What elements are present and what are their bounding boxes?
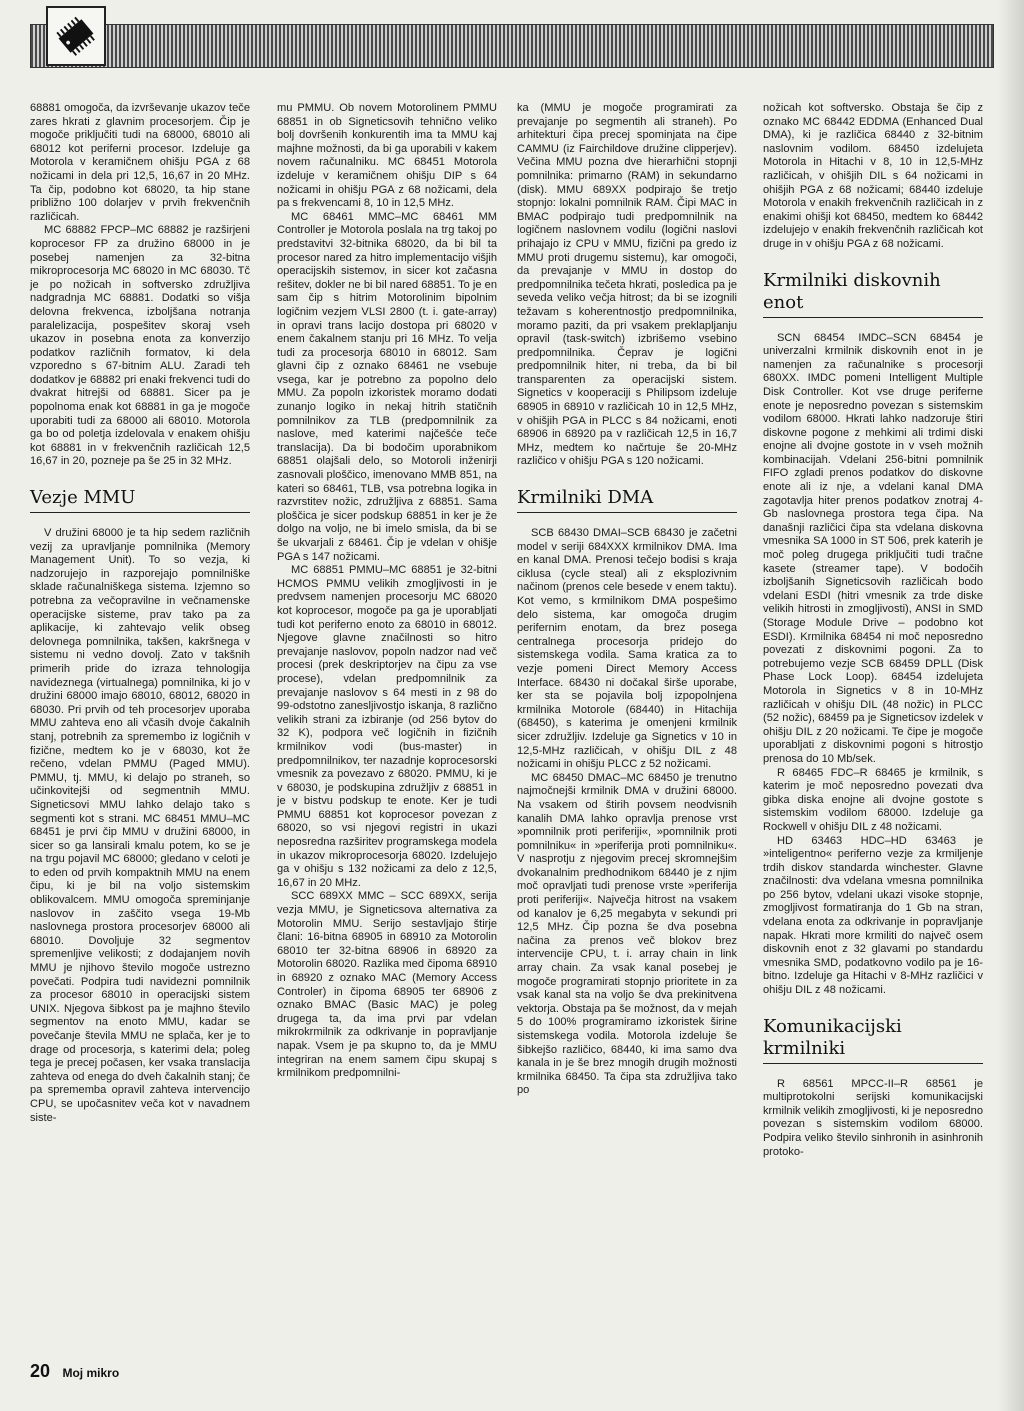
column-4	[763, 102, 983, 1159]
paragraph: nožicah kot softversko. Obstaja še čip z oznako MC 68442 EDDMA (Enhanced Dual DMA), ki je različica 68440 z 32-bitnim naslovnim vodilom. 68450 izdelujeta Motorola in Hitachi v 8, 10 in 12,5-MHz različicah, v ohišjih DIL s 64 nožicami in ohišjih PGA z 68 nožicami; 68440 izdeluje Motorola v enakih frekvenčnih različicah in z enakimi ohišji kot 68450, medtem ko 68442 izdelujejo v enakih frekvenčnih različicah kot druge in v ohišju PGA z 68 nožicami.	[763, 102, 983, 250]
paragraph: MC 68882 FPCP–MC 68882 je razširjeni koprocesor FP za družino 68000 in je posebej namenjen za 32-bitna mikroprocesorja MC 68020 in MC 68030. Tč je po nožicah in softversko združljiva nadgradnja MC 68881. Dodatki so višja delovna frekvenca, izboljšana notranja paralelizacija, pospešitev skoraj vseh ukazov in posebna enota za konverzijo podatkov različnih formatov, ki dela vzporedno s 67-bitnim ALU. Zaradi teh dodatkov je 68882 pri enaki frekvenci tudi do dvakrat hitrejši od 68881. Sicer pa je popolnoma enak kot 68881 in ga je mogoče uporabiti tudi za 68000 ali 68010. Motorola ga bo od poletja izdelovala v enakem ohišju kot 68881 in v frekvenčnih različicah 12,5 16,67 in 20, pozneje pa še 25 in 32 MHz.	[30, 224, 250, 468]
section-heading-communication-controllers: Komunikacijski krmilniki	[763, 1016, 983, 1064]
page-footer	[30, 1361, 119, 1382]
paragraph: 68881 omogoča, da izvrševanje ukazov teče zares hkrati z glavnim procesorjem. Čip je mogoče priključiti tudi na 68000, 68010 ali 68012 kot periferni procesor. Izdeluje ga Motorola v keramičnem ohišju PGA z 68 nožicami in dela pri 12,5, 16,67 in 20 MHz. Ta čip, podobno kot 68020, ta hip stane približno 100 dolarjev v prvih frekvenčnih različicah.	[30, 102, 250, 223]
section-heading-dma: Krmilniki DMA	[517, 487, 737, 513]
paragraph: MC 68450 DMAC–MC 68450 je trenutno najmočnejši krmilnik DMA v družini 68000. Na vsakem od štirih povsem neodvisnih kanalih DMA lahko opravlja prenose vrst »pomnilnik proti periferiji«, »pomnilnik proti pomnilniku« in »periferija proti pomnilniku«. V nasprotju z njegovim precej skromnejšim dvokanalnim predhodnikom 68440 je z njim moč opravljati tudi prenose vrste »periferija proti periferiji«. Največja hitrost na vsakem od kanalov je 6,25 megabyta v sekundi pri 12,5 MHz. Čip pozna še dva posebna načina za prenos več blokov brez intervencije CPU, t. i. array chain in link array chain. Za vsak kanal posebej je mogoče programirati stopnjo prioritete in za vsak kanal sta na voljo še dva prekinitvena vektorja. Obstaja pa še možnost, da v mejah 5 do 100% programiramo izkoristek širine sistemskega vodila. Motorola izdeluje še šibkejšo različico, 68440, ki ima samo dva kanala in je še brez mnogih drugih možnosti krmilnika 68450. Ta čipa sta združljiva tako po	[517, 771, 737, 1097]
section-header-band	[30, 24, 994, 68]
section-heading-disk-controllers: Krmilniki diskovnih enot	[763, 270, 983, 318]
paragraph: V družini 68000 je ta hip sedem različnih vezij za upravljanje pomnilnika (Memory Management Unit). To so vezja, ki nadzorujejo in razporejajo pomnilniške sklade računalniškega sistema. Izjemno so potrebna za večopravilne in večnamenske operacijske sisteme, prav tako pa za aplikacije, ki zahtevajo velik obseg delovnega pomnilnika, takšen, kakršnega v sistemu ni vedno dovolj. Zato v takšnih primerih pride do izraza tehnologija navideznega (virtualnega) pomnilnika, ki jo v družini 68000 imajo 68010, 68012, 68020 in 68030. Pri prvih od teh procesorjev uporaba MMU zahteva eno ali včasih dvoje čakalnih stanj, potrebnih za spremembo iz logičnih v fizične, medtem ko je v 68030, kot že rečeno, vdelan PMMU (Paged MMU). PMMU, tj. MMU, ki delajo po straneh, so učinkovitejši od segmentnih MMU. Signeticsovi MMU lahko delajo tako s segmenti kot s strani. MC 68451 MMU–MC 68451 je prvi čip MMU v družini 68000, in sicer so ga lansirali kmalu potem, ko se je na trgu pojavil MC 68000; gledano v celoti je to eden od prvih kompaktnih MMU na enem čipu, ki je bil na voljo sistemskim oblikovalcem. MMU omogoča spreminjanje naslovov in zaščito vsega 19-Mb naslovnega prostora procesorjev 68000 ali 68010. Dovoljuje 32 segmentov spremenljive velikosti; z dodajanjem novih MMU je njihovo število mogoče ustrezno povečati. Podpira tudi navidezni pomnilnik za procesor 68010 in operacijski sistem UNIX. Njegova šibkost pa je majhno število segmentov na enoto MMU, kadar se povečanje števila MMU ne splača, ker je to drage od procesorja, s katerimi dela; poleg tega je precej počasen, ker vsaka translacija zahteva od enega do dveh čakalnih stanj; če pa sprememba opravil zahteva intervencijo CPU, se upočasnitev veča kot v navadnem siste-	[30, 527, 250, 1124]
paragraph: MC 68851 PMMU–MC 68851 je 32-bitni HCMOS PMMU velikih zmogljivosti in je predvsem namenjen procesorju MC 68020 kot koprocesor, mogoče pa ga je uporabljati tudi kot periferno enoto za 68010 in 68012. Njegove glavne značilnosti so hitro prevajanje naslovov, popoln nadzor nad več procesi (prek deskriptorjev na čipu za vse procese), vdelan predpomnilnik za prevajanje naslovov s 64 mesti in z 98 do 99-odstotno zanesljivostjo iskanja, 8 različno velikih strani za izbiranje (od 256 bytov do 32 K), podpora več logičnih in fizičnih krmilnikov vodi (bus-master) in predpomnilnikov, ter nazadnje koprocesorski vmesnik za povezavo z 68020. PMMU, ki je v 68030, je podskupina združljiv z 68851 in je v bistvu podskup te enote. Ker je tudi PMMU 68851 kot koprocesor povezan z 68020, so vsi njegovi registri in ukazi neposredna razširitev programskega modela in ukazov mikroprocesorja 68020. Izdelujejo ga v ohišju s 132 nožicami za delo z 12,5, 16,67 in 20 MHz.	[277, 564, 497, 889]
paragraph: SCN 68454 IMDC–SCN 68454 je univerzalni krmilnik diskovnih enot in je namenjen za računalnike s procesorji 680XX. IMDC pomeni Intelligent Multiple Disk Controller. Kot vse druge periferne enote je neposredno povezan s sistemskim vodilom 68000. Hkrati lahko nadzoruje štiri diskovne pogone z mehkimi ali trdimi diski enojne ali dvojne gostote in v vseh možnih kombinacijah. Vdelani 256-bitni pomnilnik FIFO zgladi prenos podatkov do diskovne enote ali iz nje, a vdelani kanal DMA zagotavlja hiter prenos podatkov znotraj 4-Gb naslovnega prostora tega čipa. Na današnji različici čipa sta vdelana diskovna vmesnika SA 1000 in ST 506, prek katerih je moč poleg drugega priključiti tudi tračne kasete (streamer tape). V bodočih izboljšanih Signeticsovih različicah bodo vdelani ESDI (hitri vmesnik za trde diske velikih hitrosti in zmogljivosti), ANSI in SMD (Storage Module Drive – podobno kot ESDI). Krmilnika 68454 ni moč neposredno povezati z diskovnimi pogoni. Za to potrebujemo vezje SCB 68459 DPLL (Disk Phase Lock Loop). 68454 izdelujeta Motorola in Signetics v 8 in 10-MHz različicah v ohišju DIL (48 nožic) in PLCC (52 nožic), 68459 pa je Signeticsov izdelek v ohišju DIL z 20 nožicami. Te čipe je mogoče uporabljati z diskovnimi pogoni s hitrostjo prenosa do 10 Mb/sek.	[763, 331, 983, 765]
page-edge-shadow	[998, 0, 1024, 1411]
paragraph: ka (MMU je mogoče programirati za prevajanje po segmentih ali straneh). Po arhitekturi čipa precej spominjata na čipe CAMMU (iz Fairchildove družine clipperjev). Večina MMU pozna dve hierarhični stopnji pomnilnika: primarno (RAM) in sekundarno (disk). MMU 689XX podpirajo še tretjo stopnjo: lokalni pomnilnik RAM. Čipi MAC in BMAC podpirajo tudi predpomnilnik na logičnem naslovnem vodilu (logični naslovi prihajajo iz CPU v MMU, fizični pa gredo iz MMU proti drugemu sistemu), kar omogoči, da prevajanje v MMU in dostop do predpomnilnika tečeta hkrati, posledica pa je seveda veliko večja hitrost; da bi se izognili težavam s koherentnostjo predpomnilnika, moramo paziti, da pri vsakem preklapljanju opravil (task-switch) izbrišemo vsebino predpomnilnika. Čeprav je logični predpomnilnik hiter, ni treba, da bi bil transparenten za operacijski sistem. Signetics v kooperaciji s Philipsom izdeluje 68905 in 68910 v različicah 10 in 12,5 MHz, v ohišjih PGA in PLCC s 84 nožicami, enoti 68906 in 68920 pa v različicah 12,5 in 16,7 MHz, medtem ko načrtuje še 20-MHz različico v ohišju PGA s 120 nožicami.	[517, 102, 737, 468]
paragraph: SCC 689XX MMC – SCC 689XX, serija vezja MMU, je Signeticsova alternativa za Motorolin MMU. Serijo sestavljajo štirje člani: 16-bitna 68905 in 68910 za Motorolin 68010 ter 32-bitna 68906 in 68920 za Motorolin 68020. Razlika med čipoma 68910 in 68920 z oznako MAC (Memory Access Controler) in čipoma 68905 ter 68906 z oznako BMAC (Basic MAC) je poleg drugega ta, da ima prvi par vdelan mikrokrmilnik za odkrivanje in popravljanje napak. Vsem je pa skupno to, da je MMU integriran na enem samem čipu skupaj s krmilnikom predpomnilni-	[277, 890, 497, 1080]
column-1	[30, 102, 250, 1125]
paragraph: R 68465 FDC–R 68465 je krmilnik, s katerim je moč neposredno povezati dva gibka diska enojne ali dvojne gostote s sistemskim vodilom 68000. Izdeluje ga Rockwell v ohišju DIL z 48 nožicami.	[763, 766, 983, 833]
magazine-name: Moj mikro	[62, 1366, 120, 1380]
section-heading-mmu: Vezje MMU	[30, 487, 250, 513]
column-3	[517, 102, 737, 1098]
page-number: 20	[30, 1361, 51, 1381]
column-2	[277, 102, 497, 1081]
paragraph: R 68561 MPCC-II–R 68561 je multiprotokolni serijski komunikacijski krmilnik velikih zmogljivosti, ki je neposredno povezan s sistemskim vodilom 68000. Podpira veliko število sinhronih in asinhronih protoko-	[763, 1077, 983, 1158]
paragraph: HD 63463 HDC–HD 63463 je »inteligentno« periferno vezje za krmiljenje trdih diskov standarda winchester. Glavne značilnosti: dva vdelana vmesna pomnilnika po 256 bytov, vdelani ukazi visoke stopnje, zmogljivost formatiranja do 1 Gb na stran, vdelana enota za odkrivanje in popravljanje napak. Hkrati more krmiliti do največ osem diskovnih enot z 32 glavami po standardu vmesnika SMD, podatkovno vodilo pa je 16-bitno. Izdeluje ga Hitachi v 8-MHz različici v ohišju DIL z 48 nožicami.	[763, 834, 983, 997]
chip-icon	[46, 6, 106, 66]
paragraph: SCB 68430 DMAI–SCB 68430 je začetni model v seriji 684XXX krmilnikov DMA. Ima en kanal DMA. Prenosi tečejo bodisi s kraja ciklusa (cycle steal) ali z eksplozivnim načinom (prenos cele besede v enem taktu). Kot vemo, s krmilnikom DMA pospešimo delo sistema, kar omogoča drugim perifernim enotam, da brez posega centralnega procesorja pridejo do sistemskega vodila. Sama kratica za to vezje pomeni Direct Memory Access Interface. 68430 ni dočakal širše uporabe, ker sta se pojavila bolj izpopolnjena krmilnika Motorole (68440) in Hitachija (68450), s katerima je omenjeni krmilnik sicer združljiv. Izdeluje ga Signetics v 10 in 12,5-MHz različicah, v ohišju DIL z 48 nožicami in ohišju PLCC z 52 nožicami.	[517, 527, 737, 771]
paragraph: MC 68461 MMC–MC 68461 MM Controller je Motorola poslala na trg takoj po predstavitvi 32-bitnika 68020, da bi bil ta procesor nared za hitro implementacijo višjih operacijskih sistemov, in sicer kot začasna rešitev, dokler ne bi bil nared 68851. To je en sam čip s hitrim Motorolinim bipolnim logičnim vezjem VLSI 2800 (t. i. gate-array) in opravi trans lacijo dostopa pri 68020 v enem čakalnem stanju pri 16 MHz. To velja tudi za procesorja 68010 in 68012. Sam glavni čip z oznako 68461 ne vsebuje vsega, kar je potrebno za popolno delo MMU. Za popoln izkoristek moramo dodati zunanjo logiko in nekaj hitrih statičnih pomnilnikov za TLB (predpomnilnik za naslove, med katerimi najčešće teče translacija). Da bi bodočim uporabnikom 68851 olajšali delo, so Motoroli inženirji zasnovali ploščico, imenovano MMB 851, na kateri so 68461, TLB, vsa potrebna logika in razvrstitev nožic, združljiva z 68851. Sama ploščica je sicer podskup 68851 in ker je že dolgo na voljo, ne bi imelo smisla, da bi se še ukvarjali z 68461. Čip je vdelan v ohišje PGA s 147 nožicami.	[277, 210, 497, 563]
paragraph: mu PMMU. Ob novem Motorolinem PMMU 68851 in ob Signeticsovih tehnično veliko bolj dovršenih konkurentih ima ta MMU kaj majhne možnosti, da bi ga uporabili v kakem novem računalniku. MC 68451 Motorola izdeluje v keramičnem ohišju DIP s 64 nožicami in ohišju PGA z 68 nožicami, dela pa s frekvencami 8, 10 in 12,5 MHz.	[277, 102, 497, 210]
